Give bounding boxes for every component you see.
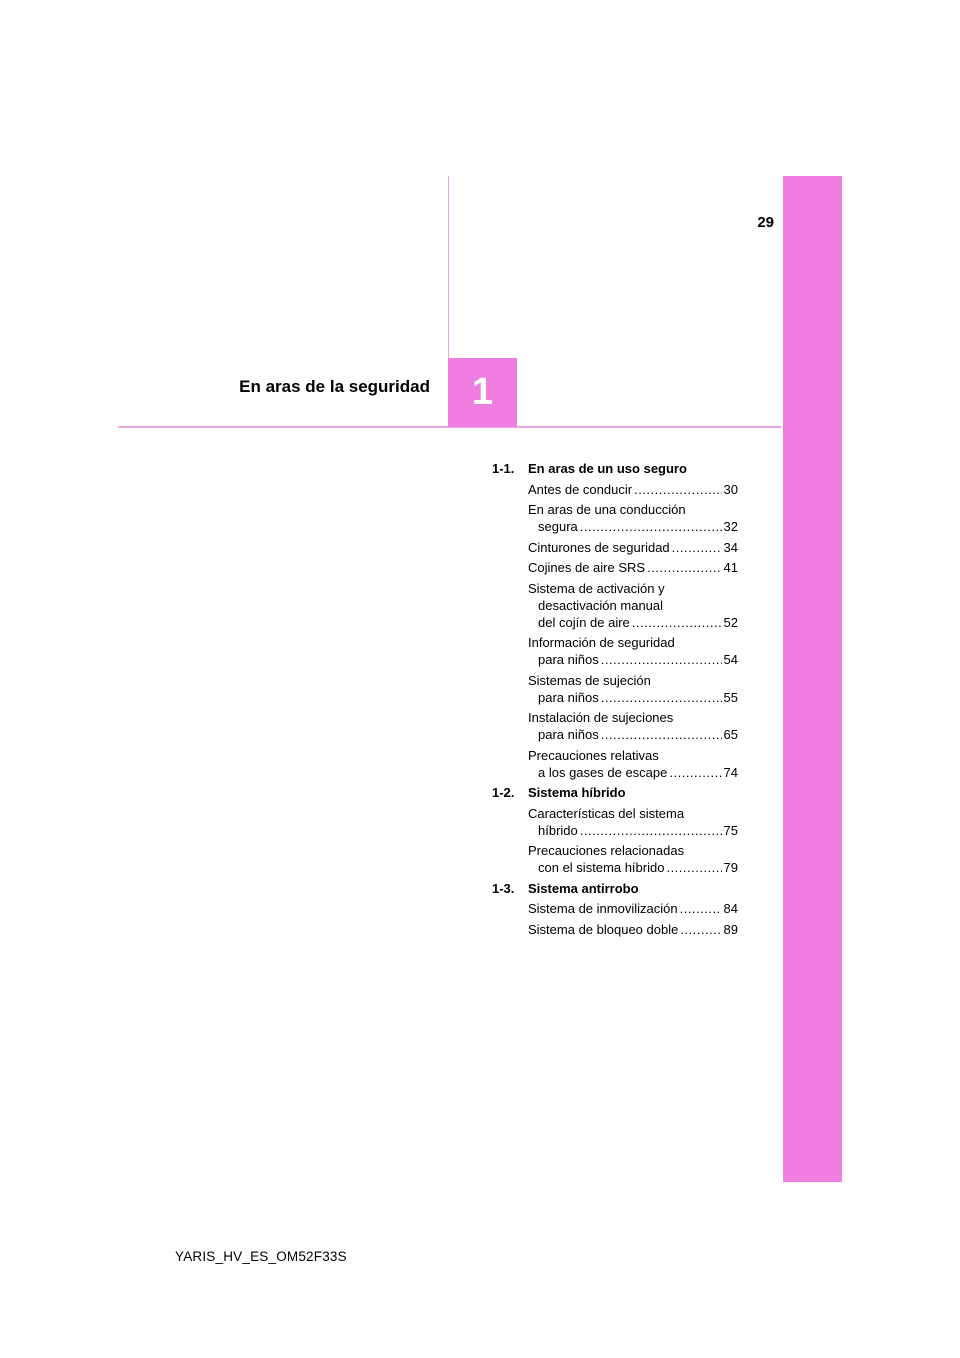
- toc-entry-title: Cojines de aire SRS: [528, 560, 646, 575]
- toc-page-number: 79: [723, 860, 738, 875]
- dot-leader: [634, 481, 721, 498]
- toc-entry-title: segura: [538, 519, 578, 534]
- toc-entry-title: Cinturones de seguridad: [528, 539, 670, 555]
- dot-leader: [632, 614, 722, 631]
- toc-entry[interactable]: [528, 805, 738, 839]
- toc-entry[interactable]: [528, 709, 738, 743]
- toc-entry-title: para niños: [538, 652, 599, 667]
- dot-leader: [666, 859, 721, 876]
- toc-entry-title: del cojín de aire: [538, 614, 630, 630]
- toc-entry-title: híbrido: [538, 822, 578, 838]
- dot-leader: [601, 651, 722, 668]
- dot-leader: [672, 539, 722, 556]
- toc-section-number: 1-1.: [492, 461, 515, 476]
- dot-leader: [669, 764, 721, 781]
- toc-entry-title: Precauciones relacionadas: [528, 843, 685, 858]
- dot-leader: [680, 921, 721, 938]
- toc-entry[interactable]: [528, 580, 738, 631]
- toc-section-title: Sistema antirrobo: [528, 880, 639, 896]
- toc-page-number: 52: [723, 614, 738, 630]
- toc-page-number: 84: [723, 901, 738, 916]
- toc-section: [492, 880, 752, 897]
- chapter-number: 1: [471, 371, 494, 413]
- toc-section: [492, 784, 752, 801]
- table-of-contents: [492, 460, 752, 941]
- page-number: 29: [757, 214, 774, 231]
- toc-section-number: 1-3.: [492, 880, 515, 896]
- toc-entry[interactable]: [528, 634, 738, 668]
- toc-page-number: 54: [723, 652, 738, 667]
- toc-entry-title: Sistema de activación y: [528, 580, 665, 596]
- toc-entry[interactable]: [528, 481, 738, 498]
- toc-entry-title: para niños: [538, 689, 599, 705]
- toc-section-title: Sistema híbrido: [528, 785, 626, 800]
- toc-entry-title: para niños: [538, 727, 599, 742]
- toc-page-number: 55: [723, 689, 738, 705]
- toc-entry-title: a los gases de escape: [538, 764, 668, 780]
- toc-section-title: En aras de un uso seguro: [528, 461, 687, 476]
- dot-leader: [601, 726, 722, 743]
- toc-entry-title: Características del sistema: [528, 805, 685, 821]
- dot-leader: [580, 822, 722, 839]
- toc-section-number: 1-2.: [492, 785, 515, 800]
- toc-entry-title: Precauciones relativas: [528, 747, 659, 763]
- toc-entry-title: desactivación manual: [538, 597, 664, 613]
- toc-entry-title: Sistemas de sujeción: [528, 672, 651, 688]
- dot-leader: [601, 689, 722, 706]
- toc-page-number: 74: [723, 764, 738, 780]
- toc-entry[interactable]: [528, 559, 738, 576]
- vertical-divider: [448, 176, 449, 358]
- dot-leader: [580, 518, 722, 535]
- toc-entry-title: Antes de conducir: [528, 481, 633, 497]
- toc-entry-title: Información de seguridad: [528, 635, 675, 650]
- toc-section: [492, 460, 752, 477]
- toc-page-number: 32: [723, 519, 738, 534]
- toc-page-number: 34: [723, 539, 738, 555]
- toc-entry-title: Sistema de inmovilización: [528, 901, 678, 916]
- chapter-thumb-tab: [783, 176, 842, 1182]
- toc-page-number: 65: [723, 727, 738, 742]
- toc-entry[interactable]: [528, 672, 738, 706]
- toc-entry-title: Instalación de sujeciones: [528, 710, 674, 725]
- toc-entry[interactable]: [528, 501, 738, 535]
- chapter-title: En aras de la seguridad: [239, 377, 430, 396]
- toc-page-number: 75: [723, 822, 738, 838]
- toc-entry-title: En aras de una conducción: [528, 502, 686, 517]
- dot-leader: [680, 900, 722, 917]
- dot-leader: [647, 559, 721, 576]
- toc-page-number: 41: [723, 560, 738, 575]
- toc-page-number: 30: [723, 481, 738, 497]
- toc-page-number: 89: [723, 921, 738, 937]
- toc-entry[interactable]: [528, 842, 738, 876]
- toc-entry[interactable]: [528, 921, 738, 938]
- toc-entry[interactable]: [528, 539, 738, 556]
- toc-entry-title: Sistema de bloqueo doble: [528, 921, 679, 937]
- toc-entry[interactable]: [528, 747, 738, 781]
- chapter-number-box: [448, 358, 517, 427]
- toc-entry-title: con el sistema híbrido: [538, 860, 665, 875]
- toc-entry[interactable]: [528, 900, 738, 917]
- document-code: YARIS_HV_ES_OM52F33S: [175, 1249, 347, 1264]
